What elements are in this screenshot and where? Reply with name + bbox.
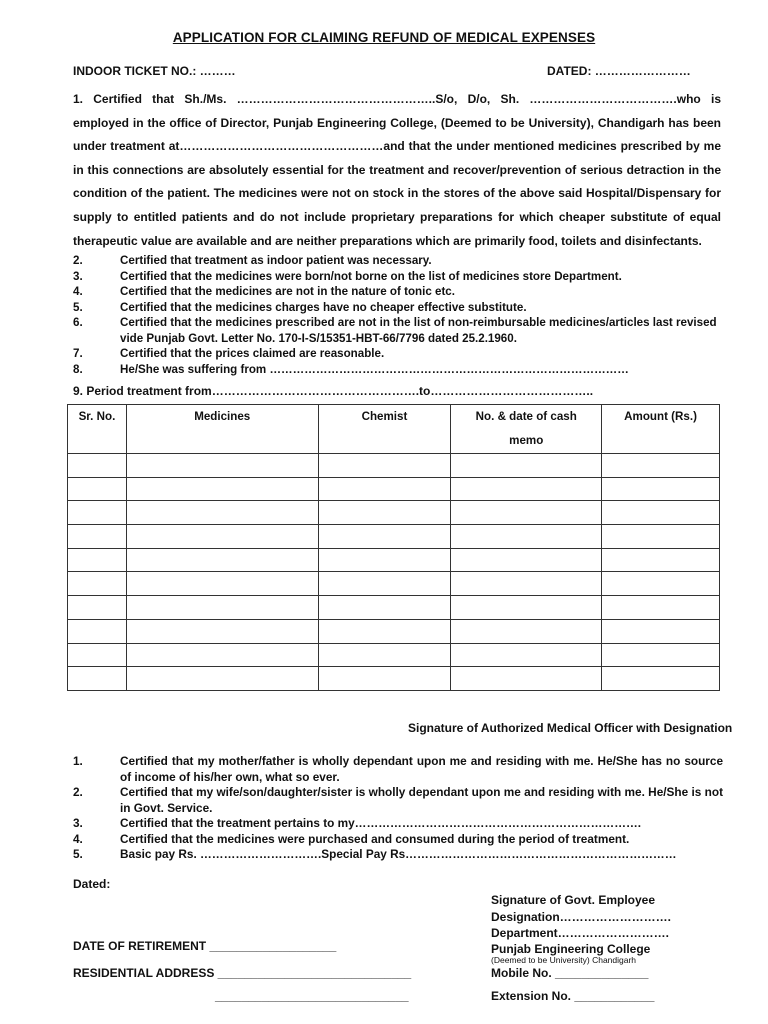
- table-row: [68, 643, 720, 667]
- table-cell[interactable]: [318, 525, 451, 549]
- item-text: Certified that my wife/son/daughter/sister is wholly dependant upon me and residing with me. He/She is not in Govt. Service.: [120, 785, 723, 815]
- list-item: [73, 754, 723, 785]
- table-cell[interactable]: [68, 667, 127, 691]
- table-cell[interactable]: [602, 477, 720, 501]
- item-number: 4.: [73, 831, 83, 846]
- table-row: [68, 525, 720, 549]
- list-item: [73, 300, 723, 316]
- item-text: Certified that the medicines charges have no cheaper effective substitute.: [120, 300, 527, 314]
- item-number: 2.: [73, 254, 83, 267]
- table-cell[interactable]: [318, 596, 451, 620]
- cert1-line: in this connections are absolutely essential for the treatment and recover/prevention of serious detraction in the: [73, 162, 721, 177]
- table-cell[interactable]: [602, 596, 720, 620]
- table-cell[interactable]: [451, 667, 602, 691]
- table-cell[interactable]: [318, 667, 451, 691]
- cert1-line: condition of the patient. The medicines were not on stock in the stores of the above said Hospital/Dispensary for: [73, 186, 721, 201]
- table-cell[interactable]: [126, 596, 318, 620]
- table-cell[interactable]: [318, 619, 451, 643]
- table-cell[interactable]: [126, 525, 318, 549]
- table-cell[interactable]: [318, 477, 451, 501]
- cert1-line: supply to entitled patients and do not include proprietary preparations for which cheaper substitute of equal: [73, 209, 721, 224]
- period-of-treatment: 9. Period treatment from…………………………………………….to…………………………………..: [73, 384, 594, 398]
- table-row: [68, 667, 720, 691]
- designation-field: Designation……………………….: [491, 910, 672, 924]
- list-item: [73, 269, 723, 285]
- table-cell[interactable]: [126, 501, 318, 525]
- table-cell[interactable]: [451, 454, 602, 478]
- item-number: 3.: [73, 816, 83, 830]
- table-cell[interactable]: [68, 572, 127, 596]
- item-text: Basic pay Rs. ………………………….Special Pay Rs……………………………………………………………: [120, 847, 677, 861]
- table-cell[interactable]: [68, 501, 127, 525]
- table-cell[interactable]: [126, 572, 318, 596]
- table-header-row: [68, 405, 720, 454]
- list-item: [73, 847, 723, 863]
- table-cell[interactable]: [318, 501, 451, 525]
- item-number: 8.: [73, 362, 83, 376]
- cert1-line: employed in the office of Director, Punjab Engineering College, (Deemed to be University), Chandigarh has been: [73, 115, 721, 130]
- table-cell[interactable]: [602, 572, 720, 596]
- cert1-line: 1. Certified that Sh./Ms. …………………………………………..S/o, D/o, Sh. ……………………………….who is: [73, 92, 721, 106]
- list-item: [73, 832, 723, 848]
- item-text: Certified that the medicines were born/not borne on the list of medicines store Department.: [120, 269, 622, 283]
- table-cell[interactable]: [602, 643, 720, 667]
- table-cell[interactable]: [602, 454, 720, 478]
- table-cell[interactable]: [318, 548, 451, 572]
- col-header-cash-memo: No. & date of cash memo: [451, 405, 602, 454]
- table-cell[interactable]: [68, 596, 127, 620]
- table-cell[interactable]: [602, 667, 720, 691]
- table-row: [68, 454, 720, 478]
- item-text: Certified that the treatment pertains to my……………………………………………………………….: [120, 816, 642, 830]
- table-cell[interactable]: [451, 477, 602, 501]
- table-cell[interactable]: [451, 525, 602, 549]
- table-cell[interactable]: [451, 548, 602, 572]
- col-header-sr-no: Sr. No.: [68, 405, 127, 454]
- col-header-amount: Amount (Rs.): [602, 405, 720, 454]
- cert1-line: therapeutic value are available and are neither preparations which are primarily food, toilets and disinfectants.: [73, 233, 702, 248]
- table-cell[interactable]: [451, 501, 602, 525]
- table-cell[interactable]: [602, 501, 720, 525]
- item-number: 3.: [73, 269, 83, 283]
- col-header-chemist: Chemist: [318, 405, 451, 454]
- item-text: Certified that the medicines prescribed are not in the list of non-reimbursable medicines/articles last revised vide Punjab Govt. Letter No. 170-I-S/15351-HBT-66/7796 dated 25.2.1960.: [120, 316, 717, 345]
- list-item: [73, 785, 723, 816]
- table-cell[interactable]: [68, 643, 127, 667]
- employee-signature-label: Signature of Govt. Employee: [491, 893, 656, 907]
- table-cell[interactable]: [318, 454, 451, 478]
- item-text: Certified that my mother/father is wholly dependant upon me and residing with me. He/She has no source of income of his/her own, what so ever.: [120, 754, 723, 784]
- indoor-ticket-field: INDOOR TICKET NO.: ………: [73, 64, 236, 78]
- item-number: 6.: [73, 316, 83, 329]
- certification-list: [73, 253, 723, 377]
- residential-address-field: RESIDENTIAL ADDRESS _____________________________: [73, 966, 412, 980]
- item-number: 2.: [73, 785, 83, 799]
- table-cell[interactable]: [602, 525, 720, 549]
- list-item: [73, 253, 723, 269]
- item-number: 4.: [73, 285, 83, 298]
- item-number: 7.: [73, 347, 83, 360]
- table-row: [68, 501, 720, 525]
- list-item: [73, 315, 723, 346]
- employee-certification-list: [73, 754, 723, 863]
- item-text: Certified that the medicines were purchased and consumed during the period of treatment.: [120, 831, 630, 846]
- table-cell[interactable]: [602, 619, 720, 643]
- list-item: [73, 346, 723, 362]
- officer-signature-label: Signature of Authorized Medical Officer with Designation: [408, 721, 733, 735]
- list-item: [73, 816, 723, 832]
- certification-paragraph-1: [73, 88, 721, 253]
- table-row: [68, 596, 720, 620]
- item-number: 5.: [73, 847, 83, 861]
- table-cell[interactable]: [68, 477, 127, 501]
- table-cell[interactable]: [126, 667, 318, 691]
- table-row: [68, 619, 720, 643]
- table-cell[interactable]: [68, 619, 127, 643]
- cert1-line: under treatment at……………………………………………and that the under mentioned medicines prescribed by me: [73, 139, 721, 154]
- col-header-medicines: Medicines: [126, 405, 318, 454]
- table-row: [68, 548, 720, 572]
- table-cell[interactable]: [68, 525, 127, 549]
- table-cell[interactable]: [126, 477, 318, 501]
- table-cell[interactable]: [126, 548, 318, 572]
- item-text: He/She was suffering from …………………………………………………………………………………: [120, 362, 629, 376]
- form-title: APPLICATION FOR CLAIMING REFUND OF MEDICAL EXPENSES: [172, 30, 596, 45]
- table-cell[interactable]: [126, 643, 318, 667]
- date-of-retirement-field: DATE OF RETIREMENT ___________________: [73, 939, 337, 953]
- list-item: [73, 284, 723, 300]
- table-cell[interactable]: [126, 619, 318, 643]
- medicines-table: [67, 404, 720, 691]
- extension-field: Extension No. ____________: [491, 989, 655, 1003]
- college-name: Punjab Engineering College: [491, 942, 651, 956]
- table-row: [68, 572, 720, 596]
- list-item: [73, 362, 723, 378]
- dated-label: Dated:: [73, 877, 111, 891]
- table-row: [68, 477, 720, 501]
- item-number: 1.: [73, 754, 83, 768]
- dated-field: DATED: ……………………: [547, 64, 691, 78]
- table-cell[interactable]: [68, 454, 127, 478]
- table-cell[interactable]: [318, 572, 451, 596]
- table-cell[interactable]: [68, 548, 127, 572]
- item-text: Certified that treatment as indoor patient was necessary.: [120, 254, 432, 267]
- table-cell[interactable]: [602, 548, 720, 572]
- college-note: (Deemed to be University) Chandigarh: [491, 955, 637, 965]
- table-cell[interactable]: [451, 596, 602, 620]
- item-number: 5.: [73, 300, 83, 314]
- item-text: Certified that the medicines are not in the nature of tonic etc.: [120, 285, 455, 298]
- mobile-field: Mobile No. ______________: [491, 966, 649, 980]
- department-field: Department……………………….: [491, 926, 670, 940]
- table-cell[interactable]: [451, 619, 602, 643]
- table-cell[interactable]: [318, 643, 451, 667]
- address-line-2: _____________________________: [215, 989, 409, 1003]
- table-cell[interactable]: [126, 454, 318, 478]
- table-cell[interactable]: [451, 572, 602, 596]
- item-text: Certified that the prices claimed are reasonable.: [120, 347, 385, 360]
- table-cell[interactable]: [451, 643, 602, 667]
